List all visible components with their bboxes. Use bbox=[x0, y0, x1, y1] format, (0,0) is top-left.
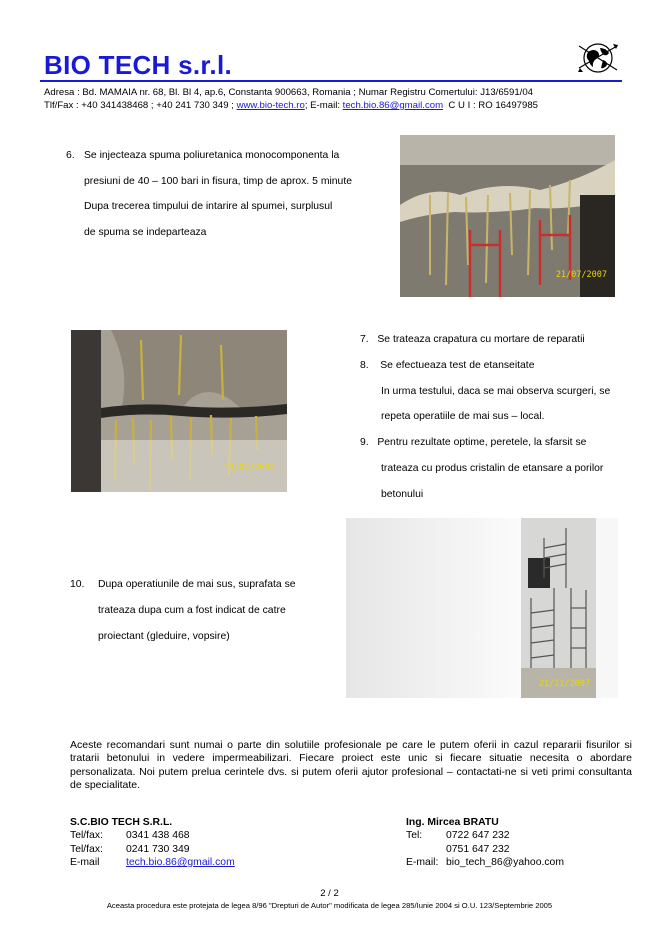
company-tel: 0341 438 468 bbox=[126, 830, 190, 842]
email-label: E-mail bbox=[70, 857, 100, 869]
engineer-contact bbox=[406, 816, 564, 870]
website-link[interactable]: www.bio-tech.ro bbox=[236, 100, 305, 111]
step-8 bbox=[360, 353, 610, 379]
company-email-link[interactable]: tech.bio.86@gmail.com bbox=[126, 857, 235, 869]
step-line: Pentru rezultate optime, peretele, la sfarsit se bbox=[377, 437, 587, 449]
step-line: Dupa operatiunile de mai sus, suprafata se bbox=[98, 579, 296, 590]
photo-date: 21/11/2007 bbox=[538, 679, 590, 689]
photo-finished-wall bbox=[346, 518, 618, 698]
photo-foam-injection bbox=[400, 135, 615, 297]
globe-icon bbox=[576, 38, 620, 78]
header-divider bbox=[40, 80, 622, 82]
email-link[interactable]: tech.bio.86@gmail.com bbox=[342, 100, 444, 111]
page-number: 2 / 2 bbox=[320, 888, 339, 899]
step-line: proiectant (gleduire, vopsire) bbox=[98, 631, 230, 642]
company-contact bbox=[70, 816, 235, 870]
tel-label: Tel/fax: bbox=[70, 843, 103, 855]
closing-paragraph: Aceste recomandari sunt numai o parte din solutiile profesionale pe care le putem oferii in cazul repararii fisurilor si tratarii betonului in vedere impermeabilizari. Fiecare proiect este unic si fiecare situatie necesita o abordare personalizata. Noi putem prelua cerintele dvs. si putem oferii ajutor profesional – contactati-ne si veti primi consultanta de specialitate. bbox=[70, 739, 632, 792]
email-label: ; E-mail: bbox=[304, 100, 343, 111]
step-line: betonului bbox=[381, 488, 424, 500]
step-line: trateaza dupa cum a fost indicat de catre bbox=[98, 605, 286, 616]
copyright-notice: Aceasta procedura este protejata de legea 8/96 "Drepturi de Autor" modificata de legea 285/Iunie 2004 si O.U. 123/Septembrie 2005 bbox=[106, 901, 553, 910]
cui: C U I : RO 16497985 bbox=[448, 100, 539, 111]
company-name: S.C.BIO TECH S.R.L. bbox=[70, 817, 173, 828]
photo-crack-repair bbox=[71, 330, 287, 492]
address-line: Adresa : Bd. MAMAIA nr. 68, Bl. Bl 4, ap.6, Constanta 900663, Romania ; Numar Registru Comertului: J13/6591/04 bbox=[44, 87, 534, 98]
step-line: de spuma se indeparteaza bbox=[84, 226, 207, 238]
step-number: 8. bbox=[360, 359, 369, 371]
engineer-name: Ing. Mircea BRATU bbox=[406, 817, 499, 828]
engineer-tel: 0751 647 232 bbox=[446, 843, 510, 855]
step-line: Se trateaza crapatura cu mortare de reparatii bbox=[377, 334, 585, 345]
company-tel: 0241 730 349 bbox=[126, 843, 190, 855]
step-number: 6. bbox=[66, 150, 75, 161]
step-number: 10. bbox=[70, 579, 85, 590]
step-line: Dupa trecerea timpului de intarire al spumei, surplusul bbox=[84, 201, 333, 212]
step-line: presiuni de 40 – 100 bari in fisura, timp de aprox. 5 minute bbox=[84, 175, 353, 187]
email-label: E-mail: bbox=[406, 857, 439, 869]
photo-date: 23/07/2007 bbox=[223, 463, 275, 473]
photo-date: 21/07/2007 bbox=[555, 270, 607, 280]
step-line: repeta operatiile de mai sus – local. bbox=[381, 411, 545, 423]
steps-7-9 bbox=[360, 327, 610, 508]
step-9 bbox=[360, 430, 610, 456]
step-line: trateaza cu produs cristalin de etansare a porilor bbox=[381, 462, 604, 474]
contact-phones: Tlf/Fax : +40 341438468 ; +40 241 730 349 ; bbox=[44, 100, 237, 111]
tel-label: Tel/fax: bbox=[70, 830, 103, 842]
engineer-tel: 0722 647 232 bbox=[446, 830, 510, 842]
step-line: In urma testului, daca se mai observa scurgeri, se bbox=[381, 385, 611, 397]
step-number: 9. bbox=[360, 437, 369, 449]
contact-line bbox=[44, 99, 538, 112]
tel-label: Tel: bbox=[406, 830, 423, 842]
step-7 bbox=[360, 327, 610, 353]
step-line: Se efectueaza test de etanseitate bbox=[380, 359, 535, 371]
step-line: Se injecteaza spuma poliuretanica monocomponenta la bbox=[84, 150, 340, 161]
step-number: 7. bbox=[360, 334, 369, 345]
engineer-email: bio_tech_86@yahoo.com bbox=[446, 857, 564, 869]
company-logo-text: BIO TECH s.r.l. bbox=[44, 50, 232, 80]
